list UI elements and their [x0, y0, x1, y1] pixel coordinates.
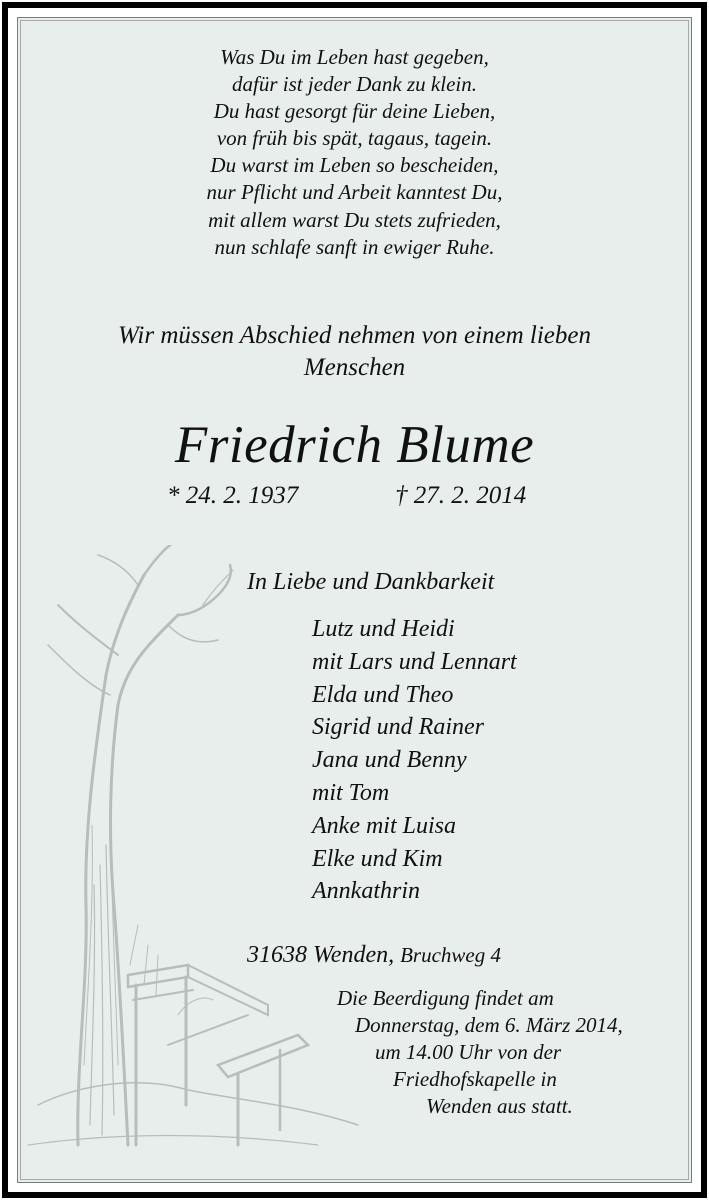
mourner-name: Annkathrin [312, 878, 420, 905]
mourner-name: Jana und Benny [312, 747, 467, 774]
funeral-line: um 14.00 Uhr von der [375, 1040, 562, 1064]
mourner-name: Elda und Theo [312, 681, 454, 708]
mourner-name: Sigrid und Rainer [312, 714, 484, 741]
address-street: Bruchweg 4 [400, 943, 501, 967]
mourner-name: Elke und Kim [312, 845, 443, 872]
mourner-name: Lutz und Heidi [312, 616, 455, 642]
mourners-intro: In Liebe und Dankbarkeit [247, 569, 495, 595]
mourner-name: Anke mit Luisa [312, 812, 456, 839]
memorial-poem [0, 44, 709, 261]
poem-line: von früh bis spät, tagaus, tagein. [216, 126, 493, 151]
poem-line: dafür ist jeder Dank zu klein. [232, 72, 477, 97]
funeral-line: Wenden aus statt. [426, 1094, 573, 1118]
farewell-text [0, 320, 709, 384]
poem-line: Was Du im Leben hast gegeben, [220, 45, 489, 69]
address-city: 31638 Wenden, [247, 942, 395, 968]
death-date: † 27. 2. 2014 [395, 482, 527, 509]
funeral-line: Friedhofskapelle in [393, 1067, 557, 1091]
poem-line: Du warst im Leben so bescheiden, [210, 153, 499, 178]
funeral-line: Donnerstag, dem 6. März 2014, [355, 1013, 623, 1037]
address [247, 940, 501, 970]
birth-date: * 24. 2. 1937 [167, 482, 299, 509]
funeral-line: Die Beerdigung findet am [337, 986, 554, 1010]
deceased-name: Friedrich Blume [174, 416, 535, 474]
poem-line: Du hast gesorgt für deine Lieben, [213, 99, 496, 124]
farewell-line-1: Wir müssen Abschied nehmen von einem lieben [117, 322, 592, 349]
poem-line: nur Pflicht und Arbeit kanntest Du, [206, 180, 503, 205]
poem-line: nun schlafe sanft in ewiger Ruhe. [214, 234, 495, 259]
mourners-list [312, 613, 517, 908]
farewell-line-2: Menschen [303, 354, 406, 381]
mourner-name: mit Tom [312, 779, 390, 806]
mourner-name: mit Lars und Lennart [312, 648, 517, 675]
poem-line: mit allem warst Du stets zufrieden, [208, 207, 501, 232]
